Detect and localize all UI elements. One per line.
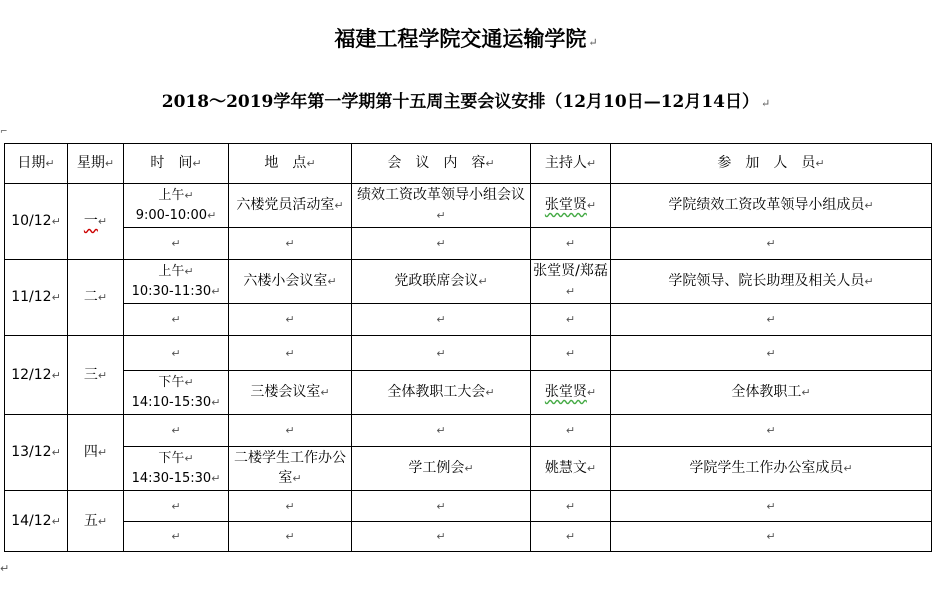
weekday-cell: 五↵	[68, 491, 124, 552]
time-cell: 下午↵ 14:30-15:30↵	[124, 447, 229, 491]
weekday-cell: 三↵	[68, 336, 124, 415]
place-cell: 二楼学生工作办公室↵	[229, 447, 352, 491]
content-cell: 学工例会↵	[352, 447, 531, 491]
content-cell: ↵	[352, 336, 531, 371]
attendees-cell: ↵	[611, 304, 932, 336]
host-cell: ↵	[531, 415, 611, 447]
table-row	[5, 447, 932, 491]
time-cell: 下午↵ 14:10-15:30↵	[124, 371, 229, 415]
host-cell: 张堂贤/郑磊↵	[531, 260, 611, 304]
header-content: 会 议 内 容↵	[352, 144, 531, 184]
return-mark-icon: ↵	[761, 97, 771, 110]
place-cell: ↵	[229, 336, 352, 371]
table-row	[5, 371, 932, 415]
weekday-cell: 一↵	[68, 184, 124, 260]
attendees-cell: 全体教职工↵	[611, 371, 932, 415]
time-cell: ↵	[124, 491, 229, 522]
weekday-cell: 二↵	[68, 260, 124, 336]
place-cell: 三楼会议室↵	[229, 371, 352, 415]
header-weekday: 星期↵	[68, 144, 124, 184]
host-cell: 张堂贤↵	[531, 184, 611, 228]
table-row	[5, 228, 932, 260]
host-cell: ↵	[531, 336, 611, 371]
date-cell: 11/12↵	[5, 260, 68, 336]
attendees-cell: 学院领导、院长助理及相关人员↵	[611, 260, 932, 304]
document-title	[0, 23, 932, 53]
attendees-cell: ↵	[611, 336, 932, 371]
host-cell: ↵	[531, 522, 611, 552]
content-cell: ↵	[352, 415, 531, 447]
header-time: 时 间↵	[124, 144, 229, 184]
table-row	[5, 491, 932, 522]
table-header-row	[5, 144, 932, 184]
content-cell: ↵	[352, 491, 531, 522]
header-date: 日期↵	[5, 144, 68, 184]
place-cell: 六楼小会议室↵	[229, 260, 352, 304]
host-cell: ↵	[531, 304, 611, 336]
host-cell: ↵	[531, 228, 611, 260]
title-text: 福建工程学院交通运输学院	[334, 26, 587, 51]
time-cell: ↵	[124, 304, 229, 336]
header-host: 主持人↵	[531, 144, 611, 184]
header-place: 地 点↵	[229, 144, 352, 184]
time-cell: ↵	[124, 228, 229, 260]
place-cell: ↵	[229, 522, 352, 552]
place-cell: ↵	[229, 415, 352, 447]
subtitle-text: 2018～2019学年第一学期第十五周主要会议安排（12月10日—12月14日）	[161, 92, 760, 112]
attendees-cell: ↵	[611, 522, 932, 552]
content-cell: 党政联席会议↵	[352, 260, 531, 304]
time-cell: 上午↵ 9:00-10:00↵	[124, 184, 229, 228]
table-row	[5, 336, 932, 371]
place-cell: ↵	[229, 491, 352, 522]
place-cell: ↵	[229, 304, 352, 336]
time-cell: ↵	[124, 336, 229, 371]
content-cell: ↵	[352, 228, 531, 260]
content-cell: ↵	[352, 522, 531, 552]
attendees-cell: ↵	[611, 491, 932, 522]
document-subtitle	[0, 87, 932, 112]
table-row	[5, 304, 932, 336]
header-attendees: 参 加 人 员↵	[611, 144, 932, 184]
table-row	[5, 522, 932, 552]
date-cell: 12/12↵	[5, 336, 68, 415]
attendees-cell: ↵	[611, 415, 932, 447]
content-cell: ↵	[352, 304, 531, 336]
host-cell: 张堂贤↵	[531, 371, 611, 415]
weekday-cell: 四↵	[68, 415, 124, 491]
attendees-cell: ↵	[611, 228, 932, 260]
table-row	[5, 184, 932, 228]
table-row	[5, 260, 932, 304]
time-cell: ↵	[124, 522, 229, 552]
time-cell: ↵	[124, 415, 229, 447]
attendees-cell: 学院绩效工资改革领导小组成员↵	[611, 184, 932, 228]
date-cell: 14/12↵	[5, 491, 68, 552]
date-cell: 13/12↵	[5, 415, 68, 491]
table-row	[5, 415, 932, 447]
return-mark-icon: ↵	[0, 562, 10, 575]
date-cell: 10/12↵	[5, 184, 68, 260]
place-cell: ↵	[229, 228, 352, 260]
table-corner-marker: ⌐	[0, 127, 8, 137]
content-cell: 绩效工资改革领导小组会议↵	[352, 184, 531, 228]
content-cell: 全体教职工大会↵	[352, 371, 531, 415]
time-cell: 上午↵ 10:30-11:30↵	[124, 260, 229, 304]
meeting-schedule-table	[4, 143, 932, 552]
return-mark-icon: ↵	[588, 36, 598, 49]
host-cell: ↵	[531, 491, 611, 522]
host-cell: 姚慧文↵	[531, 447, 611, 491]
attendees-cell: 学院学生工作办公室成员↵	[611, 447, 932, 491]
place-cell: 六楼党员活动室↵	[229, 184, 352, 228]
